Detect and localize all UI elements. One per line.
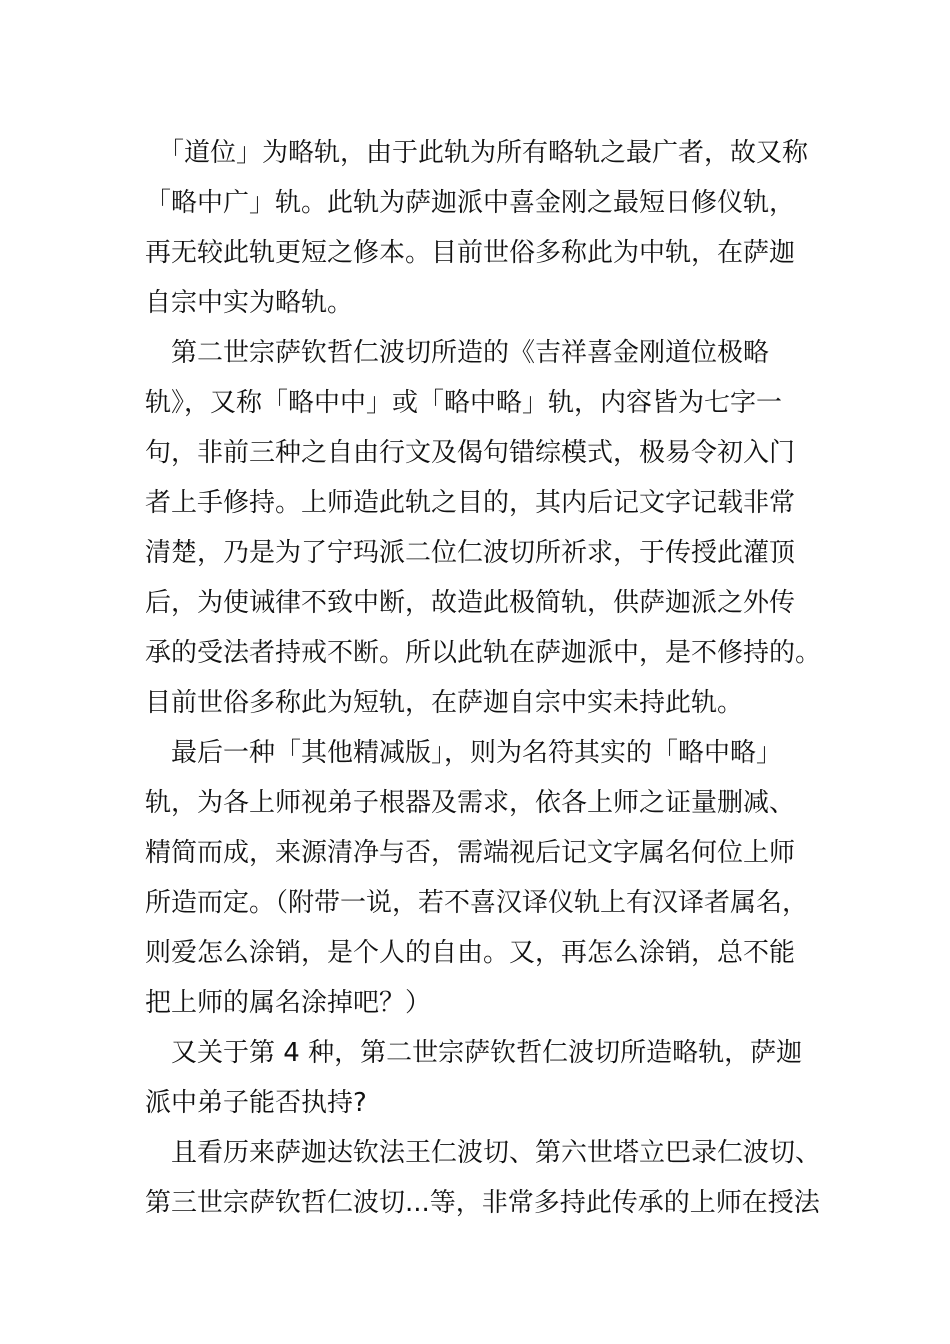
- text-line: 最后一种「其他精减版」，则为名符其实的「略中略」: [145, 738, 783, 768]
- text-line: 后，为使诫律不致中断，故造此极简轨，供萨迦派之外传: [145, 588, 796, 618]
- text-line: 承的受法者持戒不断。所以此轨在萨迦派中，是不修持的。: [145, 638, 822, 668]
- text-line: 「略中广」轨。此轨为萨迦派中喜金刚之最短日修仪轨，: [145, 188, 796, 218]
- text-line: 目前世俗多称此为短轨，在萨迦自宗中实未持此轨。: [145, 688, 744, 718]
- text-line: 者上手修持。上师造此轨之目的，其内后记文字记载非常: [145, 488, 796, 518]
- text-line: 轨，为各上师视弟子根器及需求，依各上师之证量删减、: [145, 788, 796, 818]
- text-line: 第二世宗萨钦哲仁波切所造的《吉祥喜金刚道位极略: [145, 338, 770, 368]
- text-line: 所造而定。（附带一说，若不喜汉译仪轨上有汉译者属名，: [145, 888, 809, 918]
- text-line: 轨》，又称「略中中」或「略中略」轨，内容皆为七字一: [145, 388, 783, 418]
- text-line: 「道位」为略轨，由于此轨为所有略轨之最广者，故又称: [145, 138, 809, 168]
- text-line: 第三世宗萨钦哲仁波切...等，非常多持此传承的上师在授法: [145, 1188, 820, 1218]
- text-line: 精简而成，来源清净与否，需端视后记文字属名何位上师: [145, 838, 796, 868]
- text-line: 把上师的属名涂掉吧？）: [145, 988, 432, 1018]
- text-line: 又关于第 4 种，第二世宗萨钦哲仁波切所造略轨，萨迦: [145, 1038, 803, 1068]
- text-line: 再无较此轨更短之修本。目前世俗多称此为中轨，在萨迦: [145, 238, 796, 268]
- text-line: 自宗中实为略轨。: [145, 288, 354, 318]
- body-text: [145, 128, 825, 1228]
- text-line: 句，非前三种之自由行文及偈句错综模式，极易令初入门: [145, 438, 796, 468]
- text-line: 且看历来萨迦达钦法王仁波切、第六世塔立巴录仁波切、: [145, 1138, 822, 1168]
- text-line: 则爱怎么涂销，是个人的自由。又，再怎么涂销，总不能: [145, 938, 796, 968]
- text-line: 清楚，乃是为了宁玛派二位仁波切所祈求，于传授此灌顶: [145, 538, 796, 568]
- text-line: 派中弟子能否执持?: [145, 1088, 367, 1118]
